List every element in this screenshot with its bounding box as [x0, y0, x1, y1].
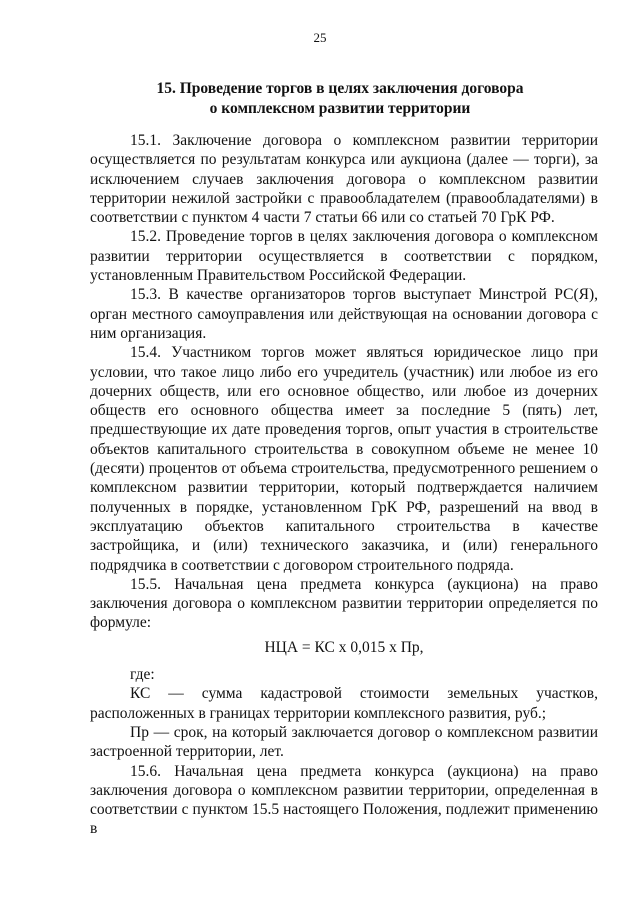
page-number: 25 [313, 30, 327, 45]
paragraph-15-1: 15.1. Заключение договора о комплексном развитии территории осуществляется по результатам конкурса или аукциона (далее — торги), за исключением случаев заключения договора о комплексном развитии территории нежилой застройки с правообладателем (правообладателями) в соответствии с пунктом 4 части 7 статьи 66 или со статьей 70 ГрК РФ. [90, 132, 598, 227]
formula: НЦА = КС х 0,015 х Пр, [264, 638, 424, 656]
paragraph-15-5: 15.5. Начальная цена предмета конкурса (аукциона) на право заключения договора о комплексном развитии территории определяется по формуле: [90, 575, 598, 632]
section-title-line-2: о комплексном развитии территории [209, 100, 471, 117]
definition-pr: Пр — срок, на который заключается договор о комплексном развитии застроенной территории, лет. [90, 723, 598, 761]
section-heading [90, 79, 590, 119]
paragraph-15-3: 15.3. В качестве организаторов торгов выступает Минстрой РС(Я), орган местного самоуправления или действующая на основании договора с ним организация. [90, 286, 598, 342]
paragraph-15-2: 15.2. Проведение торгов в целях заключения договора о комплексном развитии территории осуществляется в соответствии с порядком, установленным Правительством Российской Федерации. [90, 228, 598, 285]
paragraph-15-4: 15.4. Участником торгов может являться юридическое лицо при условии, что такое лицо либо его учредитель (участник) или любое из его дочерних обществ, или его основное общество, или любое из дочерних обществ его основного общества имеет за последние 5 (пять) лет, предшествующие их дате проведения торгов, опыт участия в строительстве объектов капитального строительства в совокупном объеме не менее 10 (десяти) процентов от объема строительства, предусмотренного решением о комплексном развитии территории, который подтверждается наличием полученных в порядке, установленном ГрК РФ, разрешений на ввод в эксплуатацию объектов капитального строительства в качестве застройщика, и (или) технического заказчика, и (или) генерального подрядчика в соответствии с договором строительного подряда. [90, 344, 598, 574]
paragraph-15-6: 15.6. Начальная цена предмета конкурса (аукциона) на право заключения договора о комплексном развитии территории, определенная в соответствии с пунктом 15.5 настоящего Положения, подлежит применению в [90, 762, 598, 838]
where-label: где: [130, 666, 155, 684]
section-title-line-1: 15. Проведение торгов в целях заключения договора [156, 80, 524, 97]
document-body [90, 131, 598, 839]
definition-ks: КС — сумма кадастровой стоимости земельных участков, расположенных в границах территории комплексного развития, руб.; [90, 685, 598, 722]
